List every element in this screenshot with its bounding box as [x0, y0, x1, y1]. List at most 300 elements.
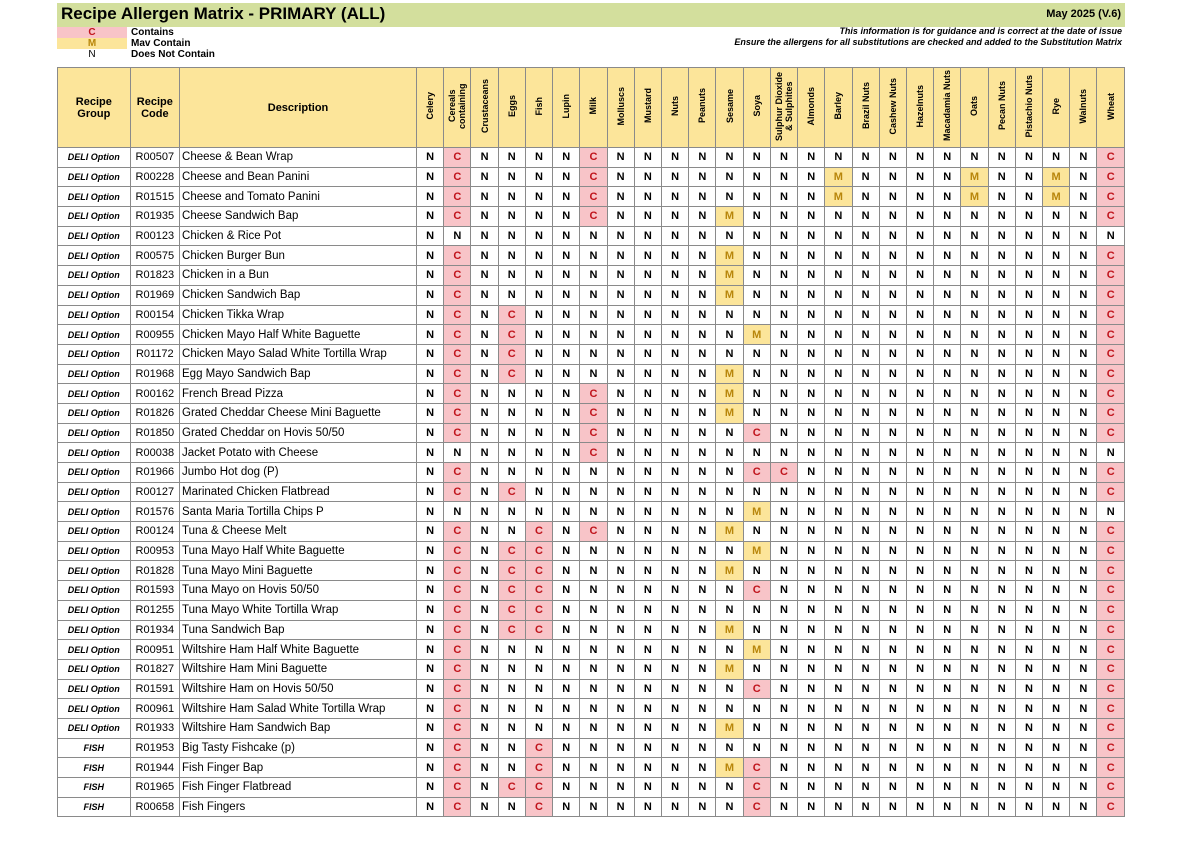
- allergen-cell: N: [770, 482, 797, 502]
- allergen-cell: N: [716, 738, 743, 758]
- allergen-cell: N: [1070, 463, 1097, 483]
- allergen-cell: N: [498, 758, 525, 778]
- allergen-cell: N: [879, 207, 906, 227]
- allergen-cell: C: [525, 778, 552, 798]
- allergen-cell: C: [525, 797, 552, 817]
- allergen-cell: N: [689, 266, 716, 286]
- allergen-cell: N: [988, 620, 1015, 640]
- allergen-cell: C: [580, 522, 607, 542]
- allergen-cell: N: [607, 285, 634, 305]
- allergen-cell: N: [417, 148, 444, 168]
- recipe-description: Grated Cheddar on Hovis 50/50: [180, 423, 417, 443]
- allergen-cell: N: [988, 207, 1015, 227]
- allergen-cell: N: [1015, 207, 1042, 227]
- allergen-cell: C: [1097, 561, 1125, 581]
- allergen-cell: N: [825, 581, 852, 601]
- allergen-cell: N: [879, 738, 906, 758]
- allergen-cell: N: [634, 640, 661, 660]
- table-row: [58, 718, 1125, 738]
- allergen-cell: C: [444, 778, 471, 798]
- allergen-cell: N: [934, 403, 961, 423]
- allergen-cell: N: [743, 148, 770, 168]
- allergen-cell: N: [825, 561, 852, 581]
- allergen-cell: N: [689, 659, 716, 679]
- recipe-code: R00124: [130, 522, 179, 542]
- recipe-description: Wiltshire Ham on Hovis 50/50: [180, 679, 417, 699]
- allergen-cell: N: [634, 758, 661, 778]
- allergen-cell: N: [825, 207, 852, 227]
- allergen-cell: N: [607, 620, 634, 640]
- allergen-cell: N: [525, 285, 552, 305]
- allergen-cell: N: [988, 679, 1015, 699]
- allergen-cell: N: [934, 502, 961, 522]
- legend-label-may-contain: Mav Contain: [131, 38, 191, 49]
- recipe-code: R01515: [130, 187, 179, 207]
- recipe-code: R00038: [130, 443, 179, 463]
- allergen-cell: N: [607, 443, 634, 463]
- allergen-cell: N: [498, 640, 525, 660]
- table-row: [58, 738, 1125, 758]
- allergen-cell: N: [798, 266, 825, 286]
- allergen-cell: N: [607, 581, 634, 601]
- allergen-cell: N: [879, 640, 906, 660]
- allergen-cell: N: [580, 640, 607, 660]
- allergen-cell: N: [879, 344, 906, 364]
- allergen-cell: C: [525, 738, 552, 758]
- allergen-cell: N: [471, 463, 498, 483]
- allergen-cell: C: [1097, 305, 1125, 325]
- allergen-cell: N: [525, 502, 552, 522]
- allergen-cell: N: [689, 600, 716, 620]
- allergen-cell: C: [1097, 364, 1125, 384]
- allergen-cell: C: [444, 246, 471, 266]
- recipe-code: R01826: [130, 403, 179, 423]
- allergen-cell: N: [852, 167, 879, 187]
- version-date: May 2025 (V.6): [1046, 8, 1121, 20]
- allergen-cell: N: [607, 640, 634, 660]
- allergen-cell: N: [689, 305, 716, 325]
- allergen-cell: N: [1043, 443, 1070, 463]
- allergen-cell: C: [580, 384, 607, 404]
- allergen-cell: N: [634, 522, 661, 542]
- matrix-body: [58, 148, 1125, 817]
- header-allergen: [525, 68, 552, 148]
- allergen-cell: N: [716, 797, 743, 817]
- allergen-cell: N: [417, 384, 444, 404]
- allergen-cell: N: [1097, 502, 1125, 522]
- allergen-cell: N: [716, 344, 743, 364]
- allergen-cell: N: [716, 679, 743, 699]
- recipe-group: DELI Option: [58, 541, 131, 561]
- allergen-label: Macadamia Nuts: [942, 70, 953, 142]
- allergen-cell: C: [444, 403, 471, 423]
- allergen-cell: N: [906, 738, 933, 758]
- allergen-cell: N: [934, 226, 961, 246]
- allergen-cell: N: [743, 561, 770, 581]
- allergen-cell: N: [879, 581, 906, 601]
- allergen-cell: N: [689, 679, 716, 699]
- recipe-code: R01969: [130, 285, 179, 305]
- allergen-label: Almonds: [806, 86, 817, 126]
- allergen-cell: N: [1070, 718, 1097, 738]
- recipe-group: DELI Option: [58, 167, 131, 187]
- allergen-cell: C: [1097, 640, 1125, 660]
- allergen-cell: N: [689, 758, 716, 778]
- allergen-cell: N: [417, 344, 444, 364]
- allergen-cell: N: [417, 482, 444, 502]
- allergen-cell: N: [906, 325, 933, 345]
- allergen-label: Eggs: [506, 94, 517, 117]
- allergen-cell: N: [743, 738, 770, 758]
- table-row: [58, 226, 1125, 246]
- allergen-cell: N: [798, 561, 825, 581]
- allergen-cell: N: [906, 207, 933, 227]
- allergen-cell: C: [743, 463, 770, 483]
- allergen-cell: N: [825, 325, 852, 345]
- allergen-cell: N: [879, 246, 906, 266]
- allergen-cell: N: [825, 305, 852, 325]
- recipe-description: Fish Fingers: [180, 797, 417, 817]
- allergen-cell: N: [689, 423, 716, 443]
- allergen-cell: N: [580, 797, 607, 817]
- allergen-cell: C: [1097, 699, 1125, 719]
- allergen-cell: N: [661, 541, 688, 561]
- table-row: [58, 305, 1125, 325]
- allergen-label: Wheat: [1105, 92, 1116, 120]
- allergen-cell: N: [417, 226, 444, 246]
- allergen-cell: N: [661, 167, 688, 187]
- allergen-cell: N: [934, 600, 961, 620]
- allergen-cell: N: [661, 581, 688, 601]
- allergen-cell: N: [743, 600, 770, 620]
- allergen-cell: N: [634, 226, 661, 246]
- allergen-label: Peanuts: [697, 88, 708, 124]
- allergen-cell: N: [934, 443, 961, 463]
- allergen-cell: N: [634, 305, 661, 325]
- allergen-cell: N: [825, 423, 852, 443]
- allergen-cell: N: [1043, 364, 1070, 384]
- allergen-cell: N: [471, 640, 498, 660]
- allergen-cell: N: [798, 246, 825, 266]
- allergen-cell: N: [906, 718, 933, 738]
- allergen-cell: N: [498, 659, 525, 679]
- recipe-group: DELI Option: [58, 423, 131, 443]
- allergen-cell: N: [988, 384, 1015, 404]
- allergen-cell: N: [988, 246, 1015, 266]
- allergen-cell: C: [1097, 679, 1125, 699]
- allergen-cell: N: [988, 758, 1015, 778]
- allergen-label: Crustaceans: [479, 78, 490, 134]
- recipe-description: Tuna Mayo Mini Baguette: [180, 561, 417, 581]
- allergen-cell: N: [934, 659, 961, 679]
- allergen-cell: C: [498, 778, 525, 798]
- allergen-cell: N: [580, 344, 607, 364]
- allergen-cell: N: [689, 187, 716, 207]
- allergen-cell: N: [553, 620, 580, 640]
- table-row: [58, 364, 1125, 384]
- header-allergen: [770, 68, 797, 148]
- allergen-cell: N: [1015, 246, 1042, 266]
- allergen-cell: N: [743, 620, 770, 640]
- allergen-cell: N: [1015, 384, 1042, 404]
- allergen-cell: N: [1015, 325, 1042, 345]
- allergen-cell: N: [689, 167, 716, 187]
- allergen-cell: N: [580, 699, 607, 719]
- allergen-cell: C: [1097, 541, 1125, 561]
- allergen-cell: N: [471, 561, 498, 581]
- allergen-cell: N: [798, 364, 825, 384]
- allergen-cell: C: [444, 758, 471, 778]
- allergen-cell: N: [1043, 718, 1070, 738]
- allergen-cell: N: [471, 581, 498, 601]
- allergen-cell: N: [607, 148, 634, 168]
- allergen-cell: N: [634, 207, 661, 227]
- allergen-cell: N: [634, 581, 661, 601]
- allergen-cell: M: [716, 266, 743, 286]
- recipe-code: R01172: [130, 344, 179, 364]
- allergen-cell: N: [961, 266, 988, 286]
- allergen-cell: N: [607, 246, 634, 266]
- allergen-cell: M: [743, 502, 770, 522]
- allergen-cell: N: [1015, 423, 1042, 443]
- allergen-cell: N: [607, 561, 634, 581]
- allergen-cell: N: [825, 738, 852, 758]
- allergen-cell: N: [934, 738, 961, 758]
- allergen-cell: N: [1043, 699, 1070, 719]
- table-row: [58, 187, 1125, 207]
- allergen-cell: C: [444, 600, 471, 620]
- allergen-cell: N: [934, 344, 961, 364]
- allergen-cell: M: [716, 758, 743, 778]
- allergen-cell: N: [770, 207, 797, 227]
- allergen-cell: N: [961, 502, 988, 522]
- allergen-cell: N: [825, 482, 852, 502]
- allergen-cell: N: [1043, 325, 1070, 345]
- recipe-group: DELI Option: [58, 148, 131, 168]
- allergen-cell: N: [879, 443, 906, 463]
- allergen-cell: N: [852, 246, 879, 266]
- allergen-cell: N: [825, 344, 852, 364]
- allergen-cell: N: [1070, 403, 1097, 423]
- allergen-cell: N: [879, 659, 906, 679]
- allergen-cell: N: [1015, 344, 1042, 364]
- allergen-cell: N: [798, 285, 825, 305]
- allergen-cell: N: [743, 246, 770, 266]
- allergen-cell: N: [798, 423, 825, 443]
- allergen-cell: N: [961, 384, 988, 404]
- allergen-cell: N: [471, 620, 498, 640]
- header-allergen: [825, 68, 852, 148]
- allergen-cell: N: [961, 364, 988, 384]
- allergen-cell: N: [661, 403, 688, 423]
- allergen-cell: N: [716, 226, 743, 246]
- allergen-cell: M: [825, 187, 852, 207]
- allergen-cell: N: [770, 167, 797, 187]
- allergen-cell: N: [906, 541, 933, 561]
- allergen-cell: N: [934, 305, 961, 325]
- allergen-cell: N: [1070, 600, 1097, 620]
- allergen-cell: N: [553, 148, 580, 168]
- allergen-cell: N: [553, 561, 580, 581]
- allergen-cell: C: [743, 758, 770, 778]
- allergen-cell: N: [1015, 187, 1042, 207]
- allergen-cell: N: [525, 344, 552, 364]
- allergen-cell: N: [471, 266, 498, 286]
- allergen-cell: N: [525, 266, 552, 286]
- header-allergen: [1015, 68, 1042, 148]
- allergen-cell: N: [934, 187, 961, 207]
- allergen-cell: N: [716, 305, 743, 325]
- allergen-cell: N: [607, 266, 634, 286]
- allergen-cell: M: [743, 325, 770, 345]
- allergen-cell: N: [906, 266, 933, 286]
- allergen-cell: N: [417, 738, 444, 758]
- allergen-cell: N: [471, 659, 498, 679]
- allergen-cell: N: [553, 167, 580, 187]
- recipe-code: R01850: [130, 423, 179, 443]
- allergen-cell: N: [417, 679, 444, 699]
- allergen-cell: N: [417, 463, 444, 483]
- allergen-cell: C: [580, 167, 607, 187]
- recipe-description: Wiltshire Ham Sandwich Bap: [180, 718, 417, 738]
- allergen-cell: N: [879, 305, 906, 325]
- allergen-cell: C: [444, 718, 471, 738]
- allergen-cell: N: [689, 384, 716, 404]
- allergen-cell: N: [743, 207, 770, 227]
- allergen-cell: N: [1043, 581, 1070, 601]
- allergen-cell: N: [525, 640, 552, 660]
- allergen-cell: N: [825, 600, 852, 620]
- allergen-cell: N: [961, 285, 988, 305]
- allergen-cell: N: [798, 207, 825, 227]
- allergen-cell: C: [498, 600, 525, 620]
- allergen-cell: N: [607, 718, 634, 738]
- allergen-cell: N: [553, 738, 580, 758]
- allergen-cell: C: [444, 463, 471, 483]
- allergen-cell: N: [1043, 600, 1070, 620]
- allergen-cell: C: [525, 522, 552, 542]
- allergen-cell: N: [906, 502, 933, 522]
- allergen-cell: N: [689, 443, 716, 463]
- allergen-cell: N: [798, 522, 825, 542]
- allergen-cell: N: [634, 285, 661, 305]
- allergen-cell: N: [934, 778, 961, 798]
- allergen-cell: N: [770, 659, 797, 679]
- allergen-cell: N: [689, 482, 716, 502]
- allergen-cell: N: [906, 561, 933, 581]
- allergen-cell: N: [689, 226, 716, 246]
- recipe-code: R01933: [130, 718, 179, 738]
- allergen-cell: N: [825, 384, 852, 404]
- allergen-cell: N: [525, 364, 552, 384]
- allergen-cell: N: [852, 522, 879, 542]
- allergen-cell: N: [852, 797, 879, 817]
- recipe-code: R00658: [130, 797, 179, 817]
- allergen-cell: N: [417, 364, 444, 384]
- allergen-cell: N: [498, 246, 525, 266]
- allergen-cell: C: [770, 463, 797, 483]
- allergen-cell: N: [1015, 364, 1042, 384]
- allergen-cell: N: [471, 758, 498, 778]
- allergen-cell: M: [716, 659, 743, 679]
- table-row: [58, 266, 1125, 286]
- allergen-cell: N: [934, 581, 961, 601]
- allergen-cell: N: [961, 679, 988, 699]
- allergen-cell: N: [1070, 384, 1097, 404]
- allergen-cell: N: [607, 758, 634, 778]
- allergen-cell: N: [417, 778, 444, 798]
- allergen-cell: N: [1015, 285, 1042, 305]
- allergen-cell: N: [689, 581, 716, 601]
- allergen-cell: N: [852, 344, 879, 364]
- allergen-cell: N: [553, 522, 580, 542]
- allergen-cell: N: [1015, 403, 1042, 423]
- allergen-cell: N: [988, 482, 1015, 502]
- allergen-cell: N: [1015, 167, 1042, 187]
- allergen-cell: N: [852, 266, 879, 286]
- allergen-cell: N: [770, 403, 797, 423]
- allergen-cell: N: [1070, 581, 1097, 601]
- table-row: [58, 403, 1125, 423]
- header-allergen: [934, 68, 961, 148]
- allergen-cell: N: [1070, 187, 1097, 207]
- allergen-cell: N: [417, 285, 444, 305]
- allergen-cell: N: [961, 659, 988, 679]
- recipe-code: R01953: [130, 738, 179, 758]
- allergen-cell: N: [879, 679, 906, 699]
- allergen-cell: M: [716, 246, 743, 266]
- allergen-cell: N: [1070, 246, 1097, 266]
- allergen-cell: N: [852, 443, 879, 463]
- recipe-group: DELI Option: [58, 305, 131, 325]
- allergen-cell: N: [471, 344, 498, 364]
- allergen-cell: N: [417, 187, 444, 207]
- allergen-cell: N: [661, 148, 688, 168]
- allergen-cell: C: [1097, 463, 1125, 483]
- allergen-cell: N: [689, 463, 716, 483]
- legend-swatch-contains: C: [57, 27, 127, 38]
- allergen-cell: N: [743, 187, 770, 207]
- allergen-cell: N: [988, 344, 1015, 364]
- allergen-cell: N: [879, 226, 906, 246]
- allergen-cell: N: [934, 699, 961, 719]
- allergen-cell: C: [498, 541, 525, 561]
- recipe-group: DELI Option: [58, 344, 131, 364]
- recipe-code: R00228: [130, 167, 179, 187]
- allergen-label: Lupin: [561, 93, 572, 119]
- legend-swatch-may-contain: M: [57, 38, 127, 49]
- allergen-cell: N: [471, 226, 498, 246]
- header-allergen: [553, 68, 580, 148]
- allergen-cell: N: [634, 659, 661, 679]
- allergen-cell: N: [743, 384, 770, 404]
- page-title: Recipe Allergen Matrix - PRIMARY (ALL): [61, 4, 386, 23]
- allergen-cell: N: [580, 463, 607, 483]
- allergen-cell: C: [498, 325, 525, 345]
- allergen-cell: N: [770, 325, 797, 345]
- header-allergen: [716, 68, 743, 148]
- recipe-group: DELI Option: [58, 659, 131, 679]
- allergen-cell: N: [634, 738, 661, 758]
- allergen-cell: N: [471, 443, 498, 463]
- header-description: Description: [180, 68, 417, 148]
- allergen-cell: N: [580, 364, 607, 384]
- allergen-cell: N: [798, 167, 825, 187]
- allergen-cell: N: [906, 167, 933, 187]
- allergen-cell: N: [906, 778, 933, 798]
- allergen-cell: N: [553, 246, 580, 266]
- allergen-cell: N: [689, 620, 716, 640]
